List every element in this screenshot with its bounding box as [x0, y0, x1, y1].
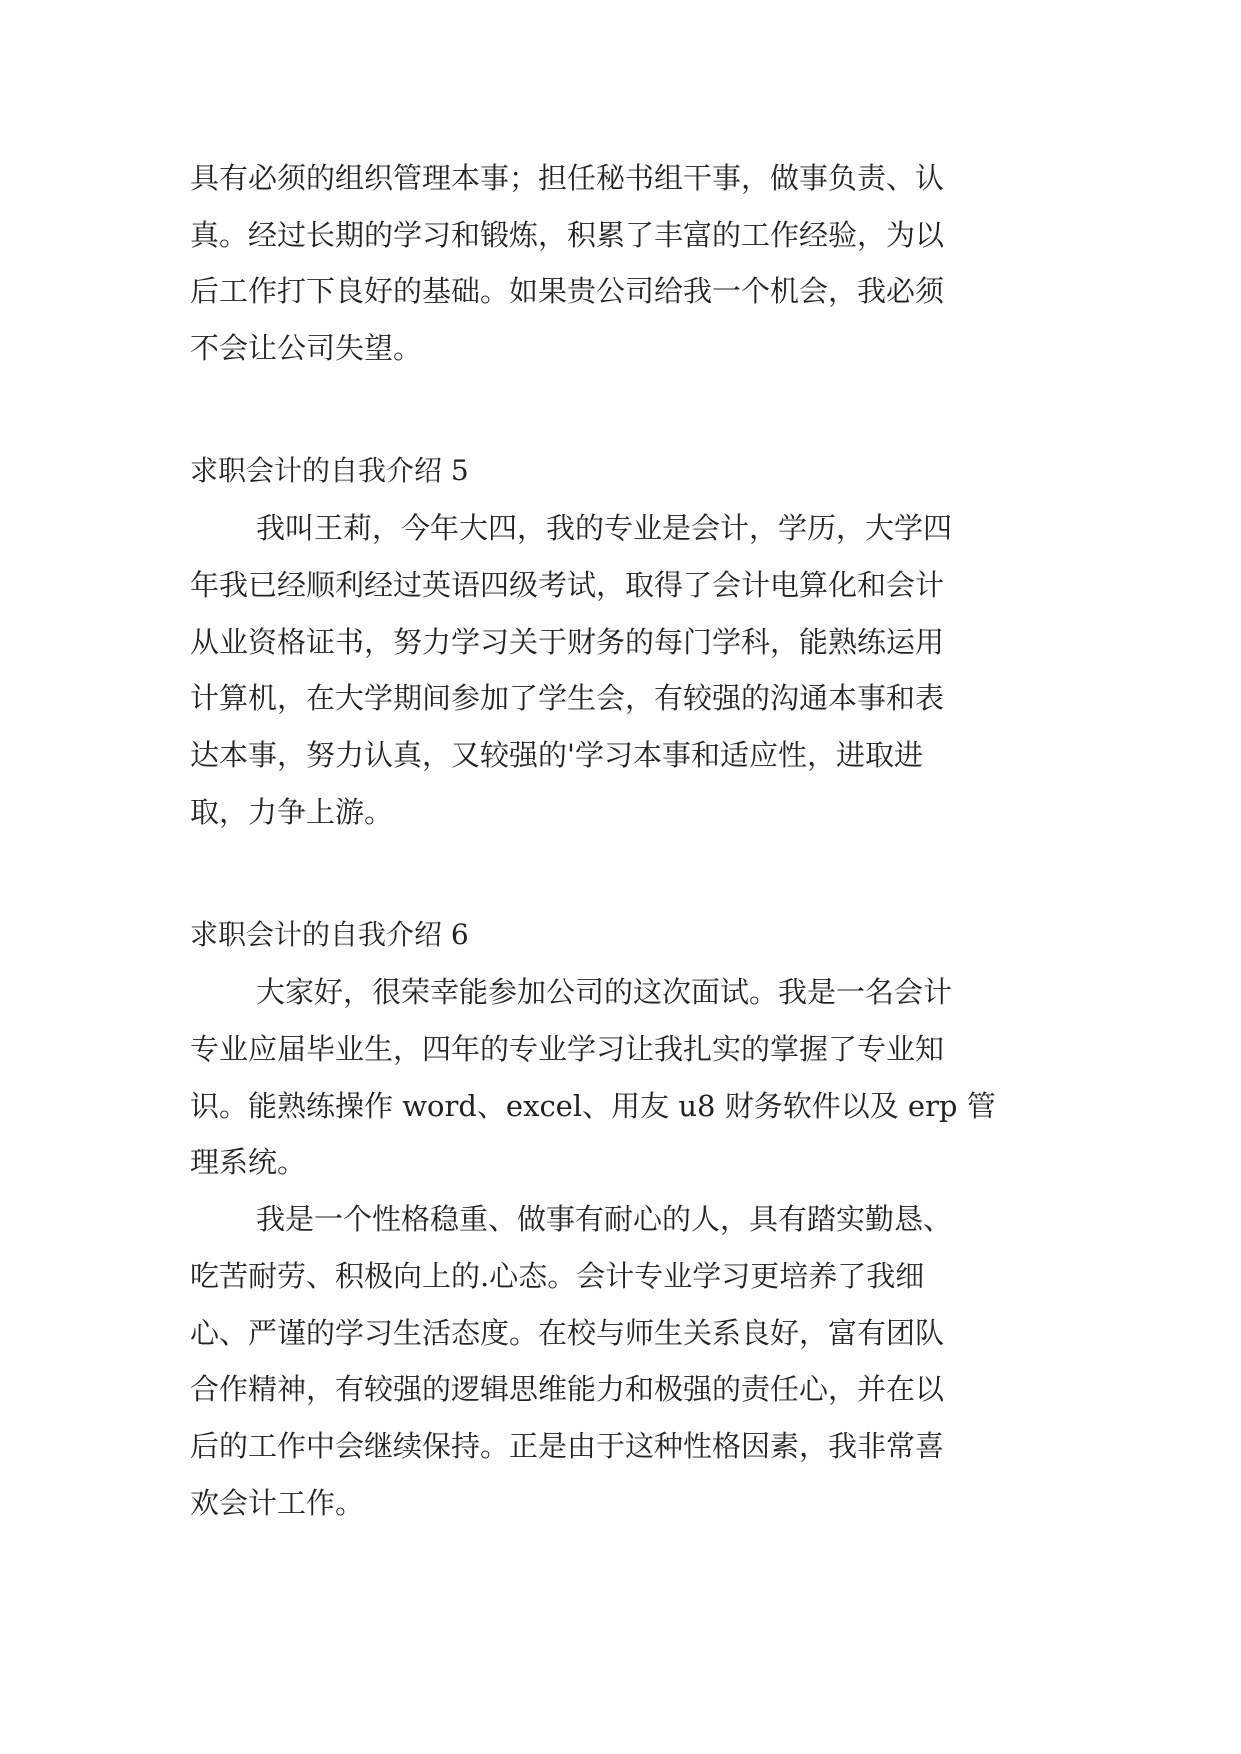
paragraph-line: 年我已经顺利经过英语四级考试，取得了会计电算化和会计: [190, 568, 945, 602]
paragraph-line: 从业资格证书，努力学习关于财务的每门学科，能熟练运用: [190, 625, 945, 659]
paragraph-line: 心、严谨的学习生活态度。在校与师生关系良好，富有团队: [190, 1316, 945, 1350]
paragraph-line: 我叫王莉，今年大四，我的专业是会计，学历，大学四: [256, 511, 953, 545]
paragraph-line: 真。经过长期的学习和锻炼，积累了丰富的工作经验，为以: [190, 218, 945, 252]
paragraph-line: 理系统。: [190, 1145, 307, 1179]
paragraph-line: 取，力争上游。: [190, 795, 394, 829]
paragraph-line: 合作精神，有较强的逻辑思维能力和极强的责任心，并在以: [190, 1372, 945, 1406]
section-heading-6: 求职会计的自我介绍 6: [190, 918, 469, 951]
section-heading-5: 求职会计的自我介绍 5: [190, 454, 469, 487]
paragraph-line: 不会让公司失望。: [190, 331, 423, 365]
paragraph-line: 吃苦耐劳、积极向上的.心态。会计专业学习更培养了我细: [190, 1259, 925, 1293]
paragraph-line: 达本事，努力认真，又较强的'学习本事和适应性，进取进: [190, 738, 923, 772]
paragraph-line: 后的工作中会继续保持。正是由于这种性格因素，我非常喜: [190, 1429, 945, 1463]
paragraph-line: 具有必须的组织管理本事；担任秘书组干事，做事负责、认: [190, 161, 945, 195]
paragraph-line: 专业应届毕业生，四年的专业学习让我扎实的掌握了专业知: [190, 1032, 945, 1066]
paragraph-line: 欢会计工作。: [190, 1486, 365, 1520]
paragraph-line: 计算机，在大学期间参加了学生会，有较强的沟通本事和表: [190, 681, 945, 715]
paragraph-line: 识。能熟练操作 word、excel、用友 u8 财务软件以及 erp 管: [190, 1089, 996, 1123]
paragraph-line: 我是一个性格稳重、做事有耐心的人，具有踏实勤恳、: [256, 1202, 953, 1236]
paragraph-line: 大家好，很荣幸能参加公司的这次面试。我是一名会计: [256, 975, 953, 1009]
paragraph-line: 后工作打下良好的基础。如果贵公司给我一个机会，我必须: [190, 274, 945, 308]
